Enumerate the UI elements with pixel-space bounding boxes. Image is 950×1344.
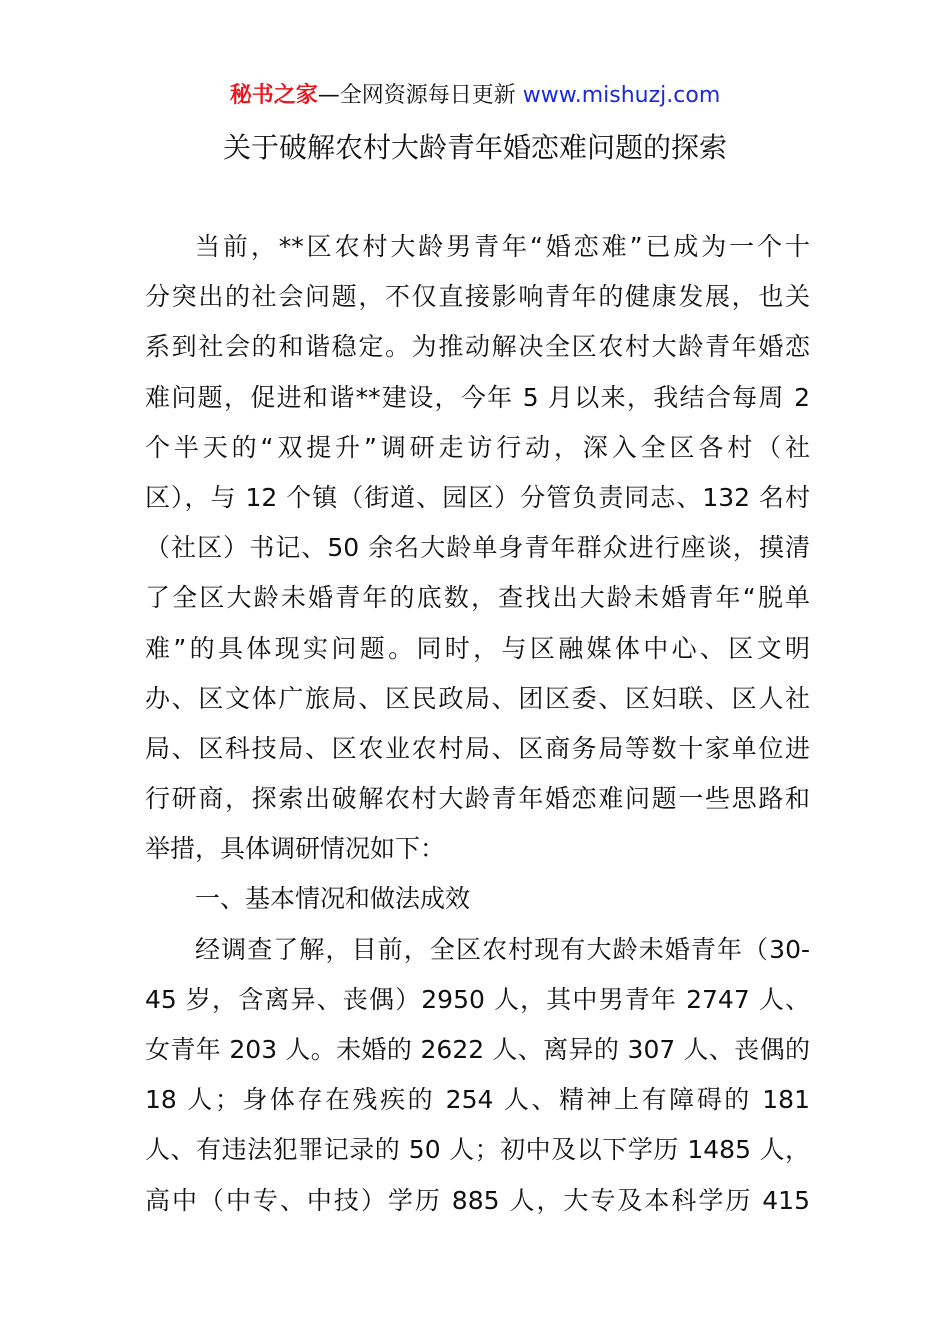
site-url-link[interactable]: www.mishuzj.com xyxy=(522,83,721,108)
paragraph-line: 个半天的“双提升”调研走访行动，深入全区各村（社 xyxy=(145,432,810,462)
paragraph-line: 难问题，促进和谐**建设，今年 5 月以来，我结合每周 2 xyxy=(145,382,810,412)
paragraph-line: 行研商，探索出破解农村大龄青年婚恋难问题一些思路和 xyxy=(145,784,810,814)
paragraph-line: 难”的具体现实问题。同时，与区融媒体中心、区文明 xyxy=(145,633,810,663)
paragraph-line: 办、区文体广旅局、区民政局、团区委、区妇联、区人社 xyxy=(145,683,810,713)
paragraph-line: 高中（中专、中技）学历 885 人，大专及本科学历 415 xyxy=(145,1185,810,1215)
document-body xyxy=(145,222,810,1226)
paragraph-line: 局、区科技局、区农业农村局、区商务局等数十家单位进 xyxy=(145,733,810,763)
paragraph-line: （社区）书记、50 余名大龄单身青年群众进行座谈，摸清 xyxy=(145,533,810,563)
document-title: 关于破解农村大龄青年婚恋难问题的探索 xyxy=(222,131,727,164)
paragraph-line: 人、有违法犯罪记录的 50 人；初中及以下学历 1485 人， xyxy=(145,1135,810,1165)
brand-name: 秘书之家 xyxy=(229,83,318,108)
header-tagline: —全网资源每日更新 xyxy=(317,83,523,108)
paragraph-line: 当前，**区农村大龄男青年“婚恋难”已成为一个十 xyxy=(195,232,810,261)
section-heading: 一、基本情况和做法成效 xyxy=(195,884,471,914)
paragraph-line: 举措，具体调研情况如下： xyxy=(145,834,446,864)
paragraph-line: 系到社会的和谐稳定。为推动解决全区农村大龄青年婚恋 xyxy=(145,332,810,362)
site-header xyxy=(0,80,950,112)
paragraph-line: 女青年 203 人。未婚的 2622 人、离异的 307 人、丧偶的 xyxy=(145,1035,810,1064)
paragraph-line: 分突出的社会问题，不仅直接影响青年的健康发展，也关 xyxy=(145,282,810,312)
paragraph-line: 区），与 12 个镇（街道、园区）分管负责同志、132 名村 xyxy=(145,482,810,512)
paragraph-line: 18 人；身体存在残疾的 254 人、精神上有障碍的 181 xyxy=(145,1085,810,1115)
paragraph-line: 经调查了解，目前，全区农村现有大龄未婚青年（30- xyxy=(195,934,810,964)
paragraph-line: 了全区大龄未婚青年的底数，查找出大龄未婚青年“脱单 xyxy=(145,583,810,613)
paragraph-line: 45 岁，含离异、丧偶）2950 人，其中男青年 2747 人、 xyxy=(145,984,810,1014)
